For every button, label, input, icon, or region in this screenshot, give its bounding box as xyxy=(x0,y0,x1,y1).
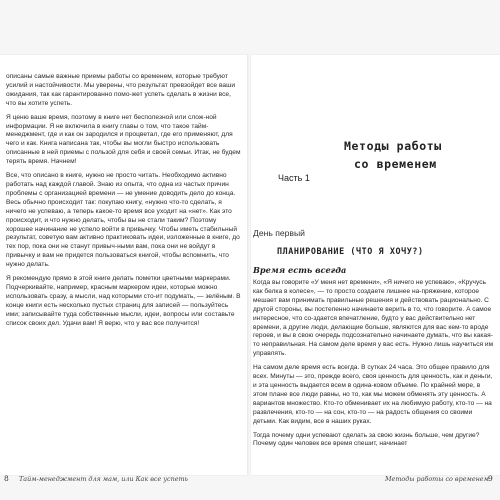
left-paragraph: Я рекомендую прямо в этой книге делать пометки цветными маркерами. Подчеркивайте, например, красным маркером идеи, которые можно использовать сразу, а мысли, над которыми сто-ит подумать, — зелёным. В конце книги есть несколько пустых страниц для записей — пользуйтесь ими; записывайте туда собственные мысли, идеи, вопросы или составьте список своих дел. Удачи вам! Я верю, что у вас все получится! xyxy=(6,275,241,327)
left-paragraph: Я ценю ваше время, поэтому в книге нет бесполезной или слож-ной информации. Я не включила в книгу главы о том, что такое тайм-менеджмент, где и как он зародился и процветал, где его применяют, для чего и как. Книга написана так, чтобы вы могли быстро использовать описанные в ней приемы с пользой для себя и своей семьи. Итак, не будем терять время. Начнем! xyxy=(6,113,241,166)
left-page-number: 8 xyxy=(4,474,9,483)
right-page-number: 9 xyxy=(488,474,493,483)
left-page-body xyxy=(6,73,242,333)
left-running-title: Тайм-менеджмент для мам, или Как все успеть xyxy=(19,475,189,483)
left-page xyxy=(0,55,249,475)
left-paragraph: Все, что описано в книге, нужно не просто читать. Необходимо активно работать над каждой главой. Знаю из опыта, что одна из частых причин проблемы с организацией времени — не умение доводить дело до конца. Весь обычно происходит так: покупаю книгу, «нужно что-то сделать, я ничего не успеваю, а теперь какое-то время все уходит на «нет». Как это происходит, и что нужно делать, чтобы вы не стали таким? Поэтому хорошее начинание не успело войти в привычку. Чтобы иметь стабильный результат, советую вам активно практиковать идеи, изложенные в книге, до тех пор, пока они не станут привыч-ными вам, пока они не войдут в привычку и вам не придется пользоваться книгой, чтобы вспомнить, что нужно делать. xyxy=(6,172,240,269)
part-title-line2: со временем xyxy=(354,157,437,171)
day-title: ПЛАНИРОВАНИЕ (ЧТО Я ХОЧУ?) xyxy=(277,246,424,256)
right-footer xyxy=(251,474,500,488)
left-paragraph: описаны самые важные приемы работы со временем, которые требуют усилий и настойчивости. Мы уверены, что результат превзойдет все ваши ожидания, так как гарантированно помо-жет успеть сделать в жизни все, что вы хотите успеть. xyxy=(6,73,236,107)
part-label: Часть 1 xyxy=(278,173,310,183)
day-label: День первый xyxy=(253,228,305,238)
right-paragraph: Тогда почему одни успевают сделать за свою жизнь больше, чем другие? Почему один человек все время спешит, начинает xyxy=(253,431,480,448)
right-running-title: Методы работы со временем xyxy=(385,475,489,483)
right-paragraph: На самом деле время есть всегда. В сутках 24 часа. Это общее правило для всех. Минуты — это, прежде всего, своя ценность для ценность, как и деньги, и эта ценность выдается всем в одина-ковом объеме. По крайней мере, в этом плане все люди равны, но то, как мы можем обменять эту ценность. А вариантов множество. Кто-то обменивает их на любимую работу, кто-то — на развлечения, кто-то — на сон, кто-то — на радость общения со своими детьми. Как видим, все в наших руках. xyxy=(253,364,493,425)
left-footer xyxy=(0,474,249,488)
part-title xyxy=(344,137,482,173)
part-title-line1: Методы работы xyxy=(344,139,442,153)
right-page-body xyxy=(253,279,495,454)
right-page xyxy=(251,55,500,475)
section-title: Время есть всегда xyxy=(253,265,347,275)
right-paragraph: Когда вы говорите «У меня нет времени», «Я ничего не успеваю», «Кручусь как белка в колесе», — то просто создаете лишнее на-пряжение, которое мешает вам принимать правильные решения и действовать рационально. С другой стороны, вы постепенно начинаете верить в то, что говорите. А самое интересное, что со-здается впечатление, будто у вас действительно нет времени, а другие люди, делающие больше, являются для вас кем-то вроде героев, и вы в свою очередь подсознательно начинаете думать, что вы какая-то неправильная. На самом деле время у вас есть. Нужно лишь научиться им управлять. xyxy=(253,279,494,358)
